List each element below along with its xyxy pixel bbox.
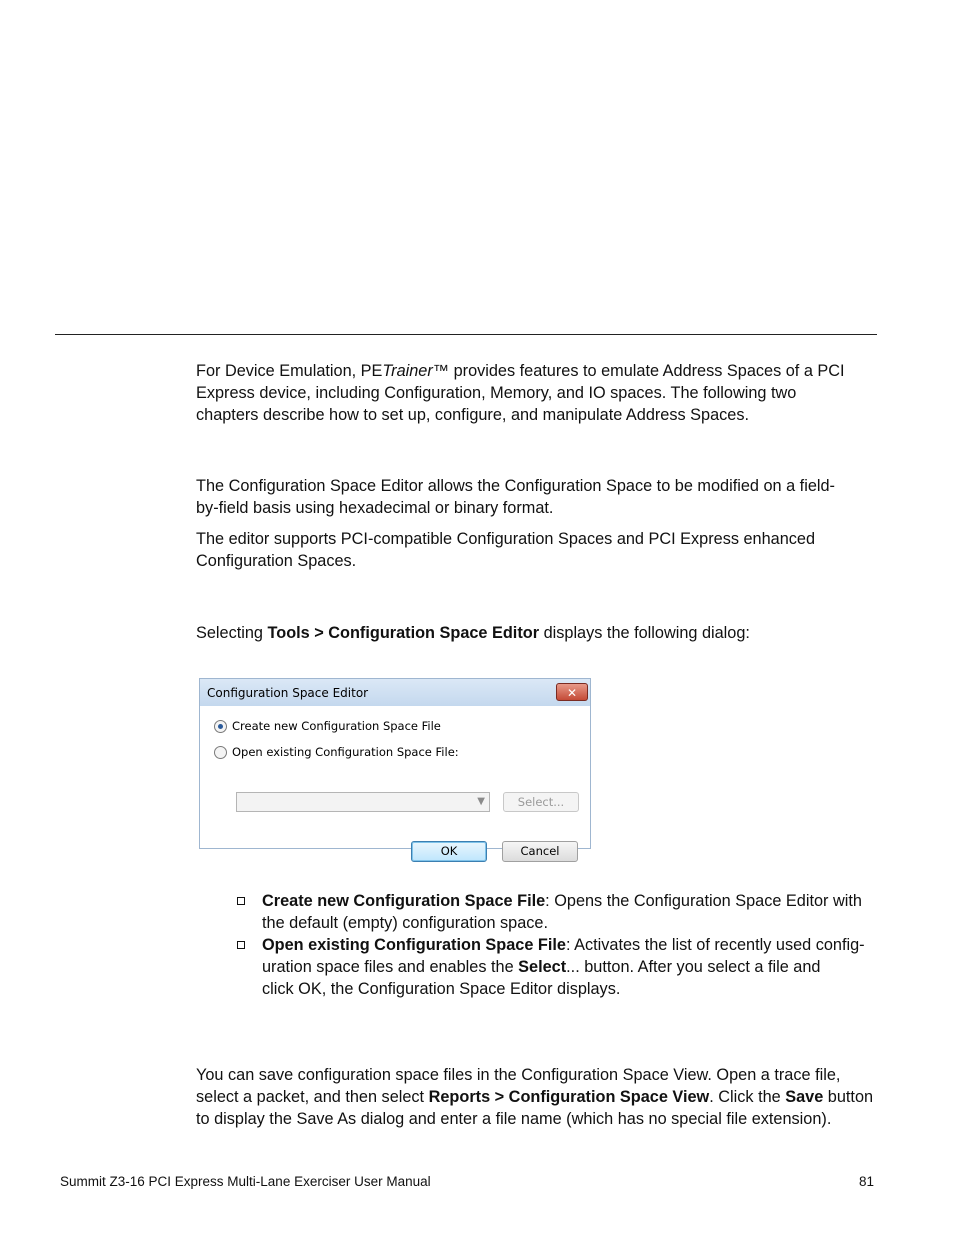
page-number: 81 <box>859 1174 875 1189</box>
support-text: Configuration Spaces. <box>196 552 357 570</box>
bullet-term: Create new Configuration Space File <box>262 892 546 910</box>
bullet-text: uration space files and enables the <box>262 958 519 976</box>
save-text: to display the Save As dialog and enter a file name (which has no special file extension). <box>196 1110 832 1128</box>
radio-create-label: Create new Configuration Space File <box>232 719 441 733</box>
bullet-square-icon <box>237 941 245 949</box>
section-rule <box>55 334 877 335</box>
dialog-title-bar <box>200 679 590 706</box>
intro-text: ™ provides features to emulate Address Spaces of a PCI <box>432 362 845 380</box>
save-text: You can save configuration space files in the Configuration Space View. Open a trace file, <box>196 1066 841 1084</box>
intro-text: Express device, including Configuration, Memory, and IO spaces. The following two <box>196 384 797 402</box>
dialog-title: Configuration Space Editor <box>207 686 369 700</box>
selecting-text: displays the following dialog: <box>539 624 750 642</box>
save-paragraph <box>196 1064 878 1130</box>
bullet-square-icon <box>237 897 245 905</box>
editor-text: by-field basis using hexadecimal or binary format. <box>196 499 554 517</box>
product-name-italic: Trainer <box>382 362 433 380</box>
intro-text: chapters describe how to set up, configure, and manipulate Address Spaces. <box>196 406 749 424</box>
button-name: Save <box>785 1088 824 1106</box>
save-text: . Click the <box>709 1088 786 1106</box>
bullet-term: Select <box>518 958 567 976</box>
support-text: The editor supports PCI-compatible Configuration Spaces and PCI Express enhanced <box>196 530 816 548</box>
dialog-body <box>200 706 590 858</box>
radio-create-new[interactable] <box>214 718 441 734</box>
cancel-button[interactable]: Cancel <box>502 841 578 862</box>
radio-unselected-icon[interactable] <box>214 746 227 759</box>
menu-path: Tools > Configuration Space Editor <box>267 624 540 642</box>
support-paragraph <box>196 528 878 572</box>
bullet-text: : Opens the Configuration Space Editor with <box>545 892 862 910</box>
configuration-space-editor-dialog <box>199 678 591 858</box>
bullet-term: Open existing Configuration Space File <box>262 936 566 954</box>
selecting-text: Selecting <box>196 624 268 642</box>
close-icon[interactable]: ✕ <box>556 683 588 701</box>
editor-text: The Configuration Space Editor allows the Configuration Space to be modified on a field- <box>196 477 835 495</box>
radio-selected-icon[interactable] <box>214 720 227 733</box>
footer-title: Summit Z3-16 PCI Express Multi-Lane Exerciser User Manual <box>60 1174 431 1189</box>
chevron-down-icon[interactable]: ▼ <box>477 796 485 807</box>
save-text: select a packet, and then select <box>196 1088 429 1106</box>
bullet-text: : Activates the list of recently used config- <box>565 936 865 954</box>
intro-text: For Device Emulation, PE <box>196 362 383 380</box>
intro-paragraph <box>196 360 878 426</box>
bullet-open-existing <box>262 934 878 1000</box>
bullet-create-new <box>262 890 878 934</box>
bullet-text: ... button. After you select a file and <box>566 958 821 976</box>
bullet-text: the default (empty) configuration space. <box>262 914 548 932</box>
radio-open-label: Open existing Configuration Space File: <box>232 745 459 759</box>
radio-open-existing[interactable] <box>214 744 459 760</box>
save-text: button <box>823 1088 874 1106</box>
bullet-text: click OK, the Configuration Space Editor displays. <box>262 980 621 998</box>
recent-files-combo[interactable] <box>236 792 490 812</box>
ok-button[interactable]: OK <box>411 841 487 862</box>
editor-paragraph <box>196 475 878 519</box>
select-button[interactable]: Select... <box>503 792 579 812</box>
selecting-paragraph <box>196 622 878 644</box>
menu-path: Reports > Configuration Space View <box>428 1088 710 1106</box>
